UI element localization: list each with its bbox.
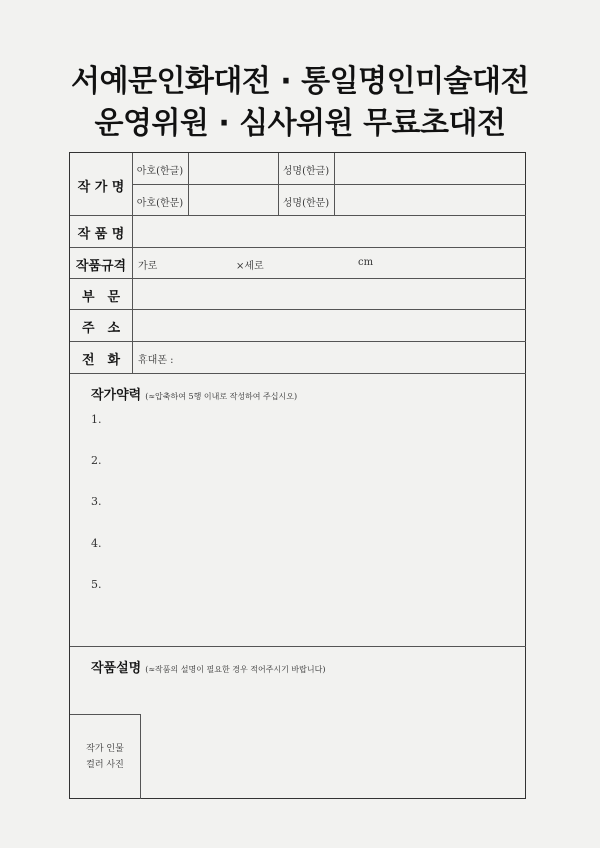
row-divider (70, 215, 526, 216)
career-item-5: 5. (91, 578, 102, 591)
pen-name-hanja-label: 아호(한문) (136, 198, 184, 209)
row-divider (70, 341, 526, 342)
form-title-line2: 운영위원 · 심사위원 무료초대전 (94, 106, 506, 141)
career-label: 작가약력 (91, 388, 142, 403)
row-divider (70, 646, 526, 647)
row-divider (70, 309, 526, 310)
pen-name-hangul-label: 아호(한글) (136, 166, 184, 177)
work-title-label: 작 품 명 (77, 227, 125, 242)
row-divider (70, 247, 526, 248)
work-size-label: 작품규격 (75, 259, 127, 274)
career-note: (≈압축하여 5행 이내로 작성하여 주십시오) (145, 392, 298, 401)
artist-name-label: 작 가 명 (77, 180, 125, 195)
width-label: 가로 (138, 261, 158, 272)
application-form (69, 152, 526, 799)
column-divider (334, 153, 335, 215)
description-note: (≈작품의 설명이 필요한 경우 적어주시기 바랍니다) (145, 665, 326, 674)
row-divider (70, 373, 526, 374)
form-title-line1: 서예문인화대전 · 통일명인미술대전 (71, 64, 529, 99)
photo-box (70, 714, 141, 799)
height-label: ×세로 (236, 261, 264, 272)
career-section-label (91, 384, 297, 403)
column-divider (132, 153, 133, 373)
career-item-1: 1. (91, 413, 102, 426)
photo-line1: 작가 인물 (86, 744, 124, 754)
unit-label: cm (358, 257, 374, 268)
row-divider (70, 278, 526, 279)
photo-line2: 컬러 사진 (86, 760, 124, 770)
description-label: 작품설명 (91, 661, 142, 676)
career-item-2: 2. (91, 454, 102, 467)
mobile-label: 휴대폰 : (138, 355, 174, 366)
full-name-hangul-label: 성명(한글) (282, 166, 330, 177)
description-section-label (91, 657, 325, 676)
full-name-hanja-label: 성명(한문) (282, 198, 330, 209)
career-item-3: 3. (91, 495, 102, 508)
phone-label: 전 화 (81, 353, 121, 368)
row-divider (132, 184, 526, 185)
address-label: 주 소 (81, 321, 121, 336)
category-label: 부 문 (81, 290, 121, 305)
career-item-4: 4. (91, 537, 102, 550)
column-divider (188, 153, 189, 215)
